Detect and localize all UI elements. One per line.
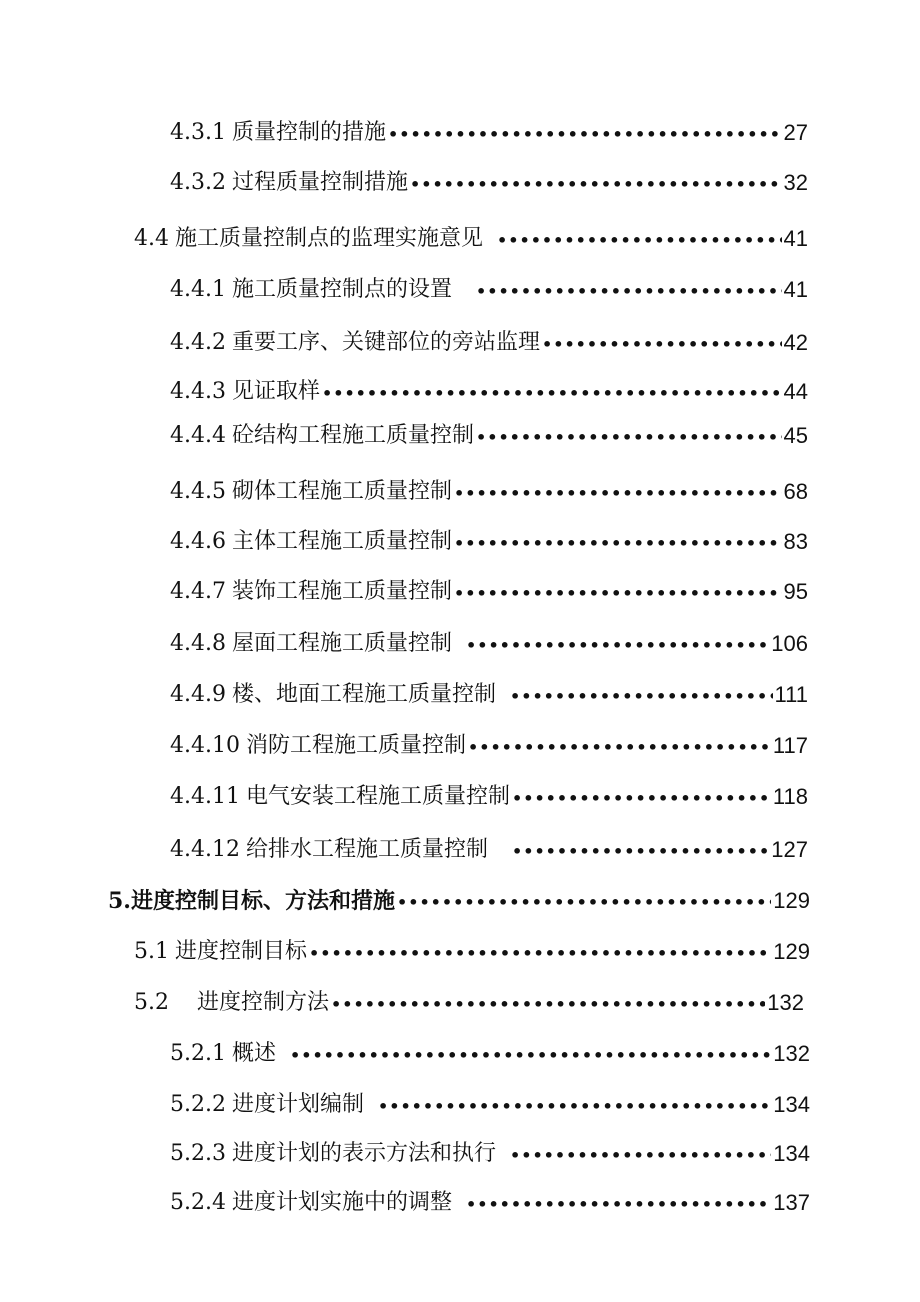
toc-entry-number: 4.3.2 <box>170 170 226 195</box>
toc-entry[interactable] <box>170 1039 810 1069</box>
toc-entry-title: 进度计划的表示方法和执行 <box>231 1141 496 1166</box>
toc-leader-dots <box>290 1043 771 1069</box>
toc-leader-dots <box>542 332 782 358</box>
toc-entry[interactable] <box>170 168 808 198</box>
toc-entry[interactable] <box>170 377 808 407</box>
toc-entry-title: 主体工程施工质量控制 <box>231 529 452 554</box>
toc-entry-page: 134 <box>773 1092 810 1117</box>
toc-entry[interactable] <box>170 1090 810 1120</box>
toc-leader-dots <box>497 228 782 254</box>
toc-entry[interactable] <box>170 328 808 358</box>
toc-leader-dots <box>322 381 782 407</box>
toc-entry-page: 95 <box>783 579 808 604</box>
toc-entry-number: 4.4.1 <box>170 277 226 302</box>
toc-entry-number: 4.4.5 <box>170 479 226 504</box>
toc-entry-number: 4.4.11 <box>170 784 240 809</box>
toc-entry-title: 消防工程施工质量控制 <box>245 733 466 758</box>
toc-entry-number: 5.1 <box>134 939 169 964</box>
toc-entry-page: 127 <box>771 837 808 862</box>
toc-entry-number: 4.4.9 <box>170 682 226 707</box>
toc-entry[interactable] <box>170 477 808 507</box>
toc-entry-number: 4.3.1 <box>170 120 226 145</box>
toc-leader-dots <box>512 786 771 812</box>
toc-entry-page: 117 <box>772 733 808 758</box>
toc-entry-number: 5.2.2 <box>170 1092 226 1117</box>
toc-entry-title: 质量控制的措施 <box>231 120 386 145</box>
toc-leader-dots <box>309 941 771 967</box>
toc-entry-number: 5.2 <box>134 990 169 1015</box>
toc-leader-dots <box>476 279 782 305</box>
toc-entry[interactable] <box>134 937 810 967</box>
toc-entry-number: 5.2.4 <box>170 1190 226 1215</box>
toc-leader-dots <box>512 839 769 865</box>
toc-entry-number: 4.4.3 <box>170 379 226 404</box>
toc-entry[interactable] <box>170 577 808 607</box>
toc-entry-title: 概述 <box>231 1041 276 1066</box>
toc-entry-page: 129 <box>773 888 810 913</box>
toc-entry-page: 134 <box>773 1141 810 1166</box>
toc-entry[interactable] <box>134 988 804 1018</box>
toc-entry-page: 45 <box>783 423 808 448</box>
toc-entry-page: 132 <box>773 1041 810 1066</box>
toc-entry-title: 进度控制方法 <box>197 990 330 1015</box>
toc-entry-number: 4.4.8 <box>170 631 226 656</box>
toc-entry-page: 118 <box>772 784 808 809</box>
toc-entry-page: 27 <box>783 120 808 145</box>
toc-entry-number: 4.4 <box>134 226 169 251</box>
toc-leader-dots <box>476 425 782 451</box>
toc-entry-title: 施工质量控制点的设置 <box>231 277 452 302</box>
toc-entry-title: 进度控制目标、方法和措施 <box>130 888 395 914</box>
toc-entry[interactable] <box>170 1188 810 1218</box>
toc-entry-title: 屋面工程施工质量控制 <box>231 631 452 656</box>
toc-entry[interactable] <box>170 835 808 865</box>
toc-entry[interactable] <box>170 731 808 761</box>
toc-leader-dots <box>466 633 769 659</box>
toc-leader-dots <box>510 684 773 710</box>
toc-leader-dots <box>510 1143 771 1169</box>
toc-entry-page: 132 <box>767 990 804 1015</box>
toc-entry-number: 4.4.6 <box>170 529 226 554</box>
toc-entry-title: 见证取样 <box>231 379 320 404</box>
toc-entry-page: 106 <box>771 631 808 656</box>
toc-entry[interactable] <box>170 1139 810 1169</box>
toc-entry-page: 44 <box>783 379 808 404</box>
toc-entry-page: 32 <box>783 170 808 195</box>
toc-entry-number: 5.2.3 <box>170 1141 226 1166</box>
toc-entry-number: 5.2.1 <box>170 1041 226 1066</box>
toc-entry-number: 4.4.10 <box>170 733 240 758</box>
toc-leader-dots <box>454 581 782 607</box>
toc-entry-page: 68 <box>783 479 808 504</box>
toc-entry-title: 楼、地面工程施工质量控制 <box>231 682 496 707</box>
toc-entry-title: 进度计划编制 <box>231 1092 364 1117</box>
toc-entry-title: 给排水工程施工质量控制 <box>245 837 488 862</box>
toc-entry-title: 过程质量控制措施 <box>231 170 408 195</box>
toc-entry-page: 41 <box>783 226 808 251</box>
toc-leader-dots <box>388 122 782 148</box>
toc-entry[interactable] <box>108 886 810 916</box>
toc-entry-number: 4.4.12 <box>170 837 240 862</box>
toc-entry-number: 5. <box>108 888 131 914</box>
toc-entry-page: 41 <box>783 277 808 302</box>
toc-entry[interactable] <box>134 224 808 254</box>
toc-leader-dots <box>331 992 765 1018</box>
toc-entry[interactable] <box>170 629 808 659</box>
toc-entry[interactable] <box>170 782 808 812</box>
toc-entry-title: 进度计划实施中的调整 <box>231 1190 452 1215</box>
toc-entry-page: 137 <box>773 1190 810 1215</box>
toc-leader-dots <box>466 1192 771 1218</box>
toc-entry-title: 电气安装工程施工质量控制 <box>245 784 510 809</box>
toc-entry-number: 4.4.4 <box>170 423 226 448</box>
toc-entry[interactable] <box>170 118 808 148</box>
toc-entry[interactable] <box>170 680 808 710</box>
toc-entry-page: 129 <box>773 939 810 964</box>
toc-entry[interactable] <box>170 275 808 305</box>
toc-leader-dots <box>468 735 771 761</box>
toc-entry-title: 进度控制目标 <box>175 939 308 964</box>
toc-entry-page: 111 <box>774 682 808 707</box>
toc-entry-number: 4.4.2 <box>170 330 226 355</box>
toc-entry[interactable] <box>170 421 808 451</box>
toc-entry-number: 4.4.7 <box>170 579 226 604</box>
toc-entry-title: 装饰工程施工质量控制 <box>231 579 452 604</box>
toc-entry-title: 砌体工程施工质量控制 <box>231 479 452 504</box>
toc-entry[interactable] <box>170 527 808 557</box>
toc-entry-page: 42 <box>783 330 808 355</box>
toc-leader-dots <box>454 481 782 507</box>
toc-leader-dots <box>454 531 782 557</box>
toc-leader-dots <box>378 1094 771 1120</box>
toc-leader-dots <box>397 890 771 916</box>
toc-leader-dots <box>410 172 782 198</box>
toc-entry-title: 施工质量控制点的监理实施意见 <box>175 226 484 251</box>
toc-entry-title: 重要工序、关键部位的旁站监理 <box>231 330 540 355</box>
toc-entry-title: 砼结构工程施工质量控制 <box>231 423 474 448</box>
toc-entry-page: 83 <box>783 529 808 554</box>
